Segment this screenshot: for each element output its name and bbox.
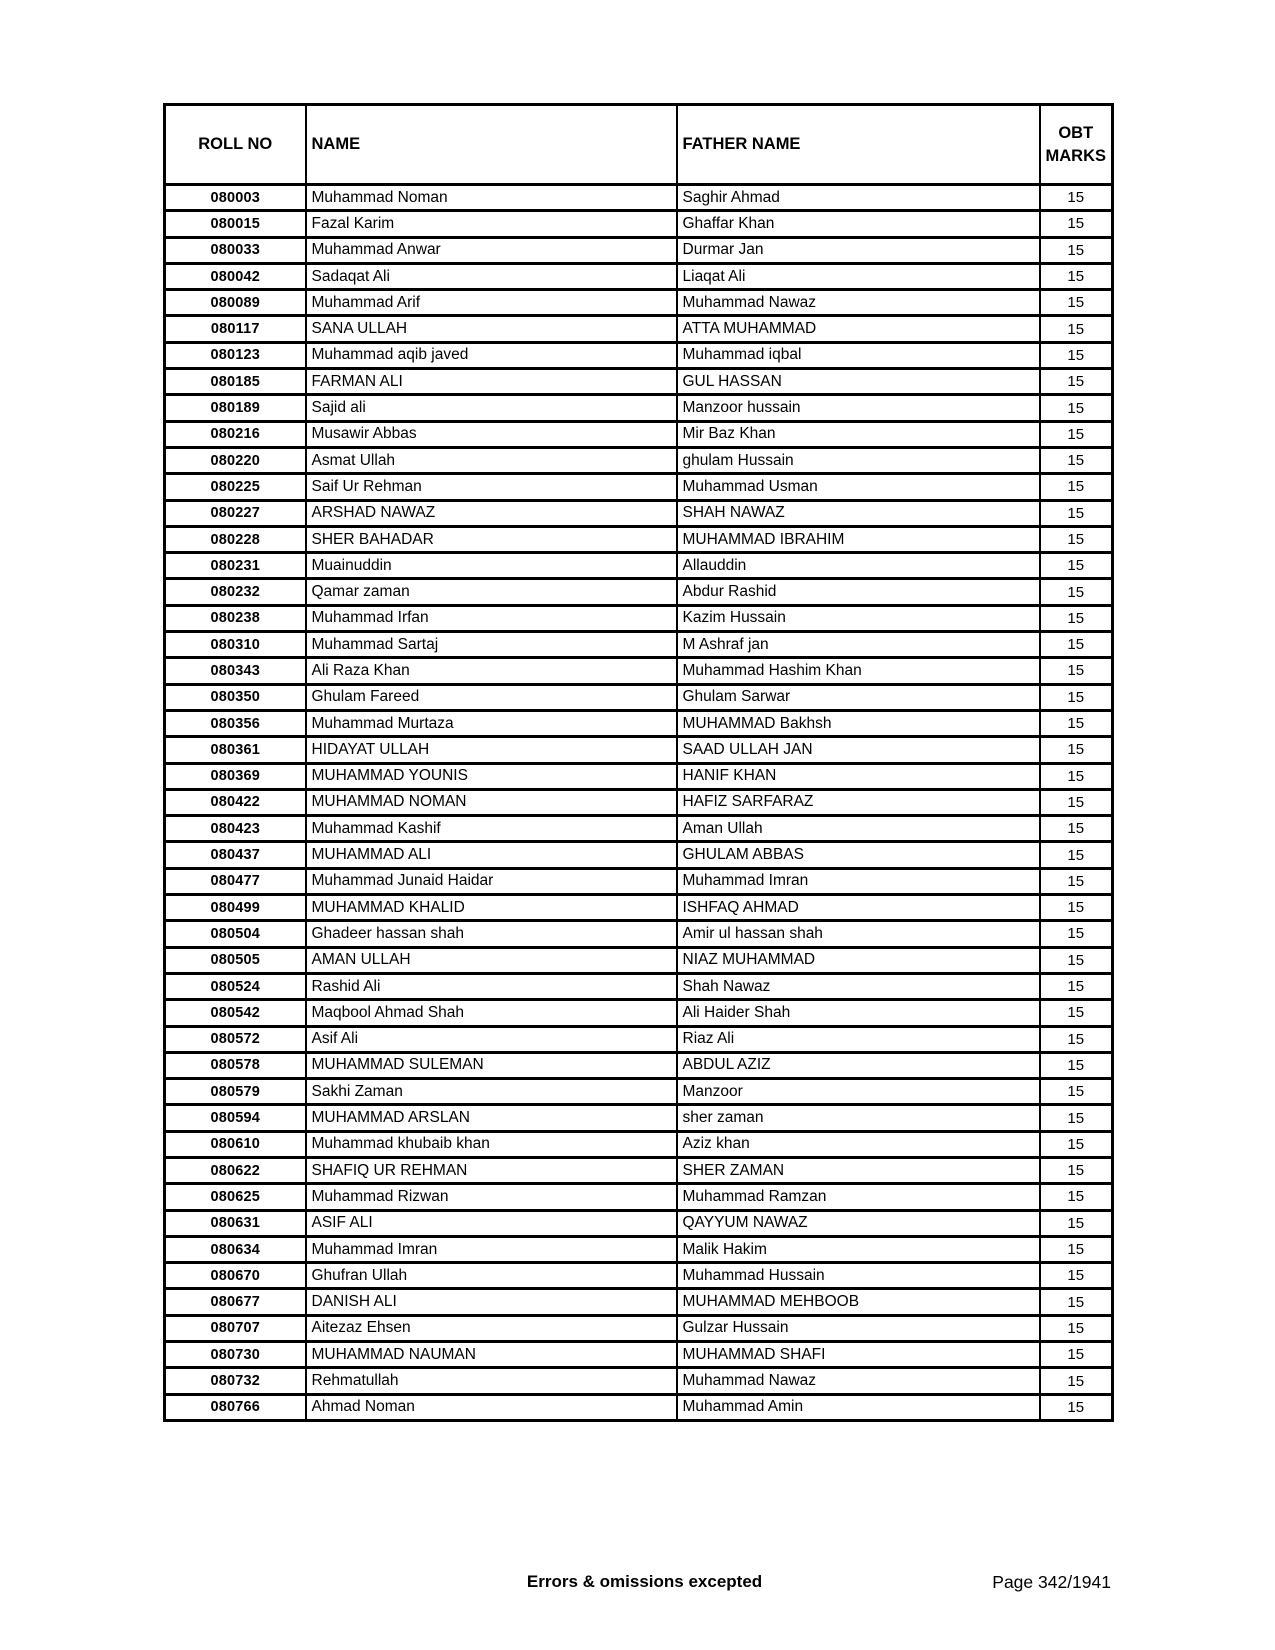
father-cell: Muhammad Imran <box>677 868 1040 894</box>
father-cell: Muhammad Usman <box>677 474 1040 500</box>
table-row <box>165 842 1113 868</box>
marks-cell: 15 <box>1040 421 1113 447</box>
table-row <box>165 447 1113 473</box>
father-cell: Saghir Ahmad <box>677 185 1040 211</box>
column-header-roll-no: ROLL NO <box>165 105 306 185</box>
father-cell: Aman Ullah <box>677 816 1040 842</box>
marks-cell: 15 <box>1040 1157 1113 1183</box>
marks-cell: 15 <box>1040 1263 1113 1289</box>
marks-cell: 15 <box>1040 211 1113 237</box>
father-cell: Malik Hakim <box>677 1236 1040 1262</box>
table-body <box>165 185 1113 1421</box>
father-cell: Muhammad Hashim Khan <box>677 658 1040 684</box>
footer-note: Errors & omissions excepted <box>526 1572 763 1591</box>
father-cell: Muhammad Ramzan <box>677 1184 1040 1210</box>
table-row <box>165 1079 1113 1105</box>
father-cell: ghulam Hussain <box>677 447 1040 473</box>
name-cell: SHER BAHADAR <box>306 526 677 552</box>
name-cell: MUHAMMAD KHALID <box>306 895 677 921</box>
marks-cell: 15 <box>1040 1210 1113 1236</box>
roll-cell: 080732 <box>165 1368 306 1394</box>
table-row <box>165 1236 1113 1262</box>
father-cell: Ghaffar Khan <box>677 211 1040 237</box>
father-cell: Muhammad Hussain <box>677 1263 1040 1289</box>
name-cell: MUHAMMAD NOMAN <box>306 789 677 815</box>
father-cell: Gulzar Hussain <box>677 1315 1040 1341</box>
marks-cell: 15 <box>1040 684 1113 710</box>
roll-cell: 080356 <box>165 710 306 736</box>
father-cell: MUHAMMAD SHAFI <box>677 1342 1040 1368</box>
name-cell: Muhammad Imran <box>306 1236 677 1262</box>
name-cell: Fazal Karim <box>306 211 677 237</box>
header-row <box>165 105 1113 185</box>
table-row <box>165 868 1113 894</box>
marks-cell: 15 <box>1040 973 1113 999</box>
father-cell: Muhammad Amin <box>677 1394 1040 1420</box>
father-cell: SHAH NAWAZ <box>677 500 1040 526</box>
name-cell: Muhammad Irfan <box>306 605 677 631</box>
father-cell: Liaqat Ali <box>677 263 1040 289</box>
name-cell: MUHAMMAD YOUNIS <box>306 763 677 789</box>
name-cell: Rashid Ali <box>306 973 677 999</box>
roll-cell: 080730 <box>165 1342 306 1368</box>
roll-cell: 080766 <box>165 1394 306 1420</box>
marks-cell: 15 <box>1040 579 1113 605</box>
table-row <box>165 211 1113 237</box>
table-row <box>165 895 1113 921</box>
name-cell: Muhammad khubaib khan <box>306 1131 677 1157</box>
roll-cell: 080231 <box>165 553 306 579</box>
name-cell: Sakhi Zaman <box>306 1079 677 1105</box>
table-row <box>165 1131 1113 1157</box>
table-row <box>165 947 1113 973</box>
column-header-father-name: FATHER NAME <box>677 105 1040 185</box>
father-cell: sher zaman <box>677 1105 1040 1131</box>
table-row <box>165 185 1113 211</box>
father-cell: Durmar Jan <box>677 237 1040 263</box>
name-cell: Ali Raza Khan <box>306 658 677 684</box>
table-row <box>165 763 1113 789</box>
roll-cell: 080089 <box>165 290 306 316</box>
name-cell: Asif Ali <box>306 1026 677 1052</box>
marks-cell: 15 <box>1040 1236 1113 1262</box>
roll-cell: 080578 <box>165 1052 306 1078</box>
roll-cell: 080227 <box>165 500 306 526</box>
obt-marks-line2: MARKS <box>1045 146 1106 165</box>
father-cell: Allauddin <box>677 553 1040 579</box>
father-cell: Riaz Ali <box>677 1026 1040 1052</box>
name-cell: Muhammad Anwar <box>306 237 677 263</box>
name-cell: Sajid ali <box>306 395 677 421</box>
name-cell: HIDAYAT ULLAH <box>306 737 677 763</box>
name-cell: Ghulam Fareed <box>306 684 677 710</box>
father-cell: MUHAMMAD Bakhsh <box>677 710 1040 736</box>
name-cell: ARSHAD NAWAZ <box>306 500 677 526</box>
table-row <box>165 500 1113 526</box>
table-row <box>165 553 1113 579</box>
name-cell: Ghufran Ullah <box>306 1263 677 1289</box>
marks-cell: 15 <box>1040 1052 1113 1078</box>
table-row <box>165 789 1113 815</box>
name-cell: Muhammad Kashif <box>306 816 677 842</box>
roll-cell: 080670 <box>165 1263 306 1289</box>
table-row <box>165 579 1113 605</box>
table-row <box>165 316 1113 342</box>
father-cell: Manzoor <box>677 1079 1040 1105</box>
marks-cell: 15 <box>1040 1315 1113 1341</box>
roll-cell: 080189 <box>165 395 306 421</box>
marks-table <box>163 103 1114 1422</box>
roll-cell: 080228 <box>165 526 306 552</box>
table-row <box>165 526 1113 552</box>
roll-cell: 080232 <box>165 579 306 605</box>
roll-cell: 080369 <box>165 763 306 789</box>
roll-cell: 080625 <box>165 1184 306 1210</box>
marks-cell: 15 <box>1040 185 1113 211</box>
marks-cell: 15 <box>1040 1131 1113 1157</box>
table-row <box>165 605 1113 631</box>
marks-cell: 15 <box>1040 1105 1113 1131</box>
father-cell: Shah Nawaz <box>677 973 1040 999</box>
marks-cell: 15 <box>1040 737 1113 763</box>
table-header <box>165 105 1113 185</box>
table-row <box>165 395 1113 421</box>
father-cell: Kazim Hussain <box>677 605 1040 631</box>
name-cell: Qamar zaman <box>306 579 677 605</box>
table-row <box>165 921 1113 947</box>
name-cell: SANA ULLAH <box>306 316 677 342</box>
marks-cell: 15 <box>1040 474 1113 500</box>
father-cell: GUL HASSAN <box>677 369 1040 395</box>
roll-cell: 080572 <box>165 1026 306 1052</box>
marks-cell: 15 <box>1040 605 1113 631</box>
name-cell: Muhammad Murtaza <box>306 710 677 736</box>
name-cell: AMAN ULLAH <box>306 947 677 973</box>
table-row <box>165 1263 1113 1289</box>
marks-cell: 15 <box>1040 789 1113 815</box>
roll-cell: 080499 <box>165 895 306 921</box>
father-cell: Amir ul hassan shah <box>677 921 1040 947</box>
table-row <box>165 737 1113 763</box>
father-cell: Ghulam Sarwar <box>677 684 1040 710</box>
marks-cell: 15 <box>1040 1342 1113 1368</box>
father-cell: GHULAM ABBAS <box>677 842 1040 868</box>
roll-cell: 080350 <box>165 684 306 710</box>
father-cell: HANIF KHAN <box>677 763 1040 789</box>
table-row <box>165 1315 1113 1341</box>
roll-cell: 080117 <box>165 316 306 342</box>
name-cell: ASIF ALI <box>306 1210 677 1236</box>
table-row <box>165 1000 1113 1026</box>
father-cell: MUHAMMAD MEHBOOB <box>677 1289 1040 1315</box>
father-cell: Abdur Rashid <box>677 579 1040 605</box>
table-row <box>165 1184 1113 1210</box>
marks-cell: 15 <box>1040 553 1113 579</box>
marks-cell: 15 <box>1040 369 1113 395</box>
father-cell: MUHAMMAD IBRAHIM <box>677 526 1040 552</box>
name-cell: Muhammad Arif <box>306 290 677 316</box>
roll-cell: 080477 <box>165 868 306 894</box>
roll-cell: 080631 <box>165 1210 306 1236</box>
name-cell: Muhammad Junaid Haidar <box>306 868 677 894</box>
roll-cell: 080677 <box>165 1289 306 1315</box>
table-row <box>165 1394 1113 1420</box>
name-cell: Maqbool Ahmad Shah <box>306 1000 677 1026</box>
table-row <box>165 474 1113 500</box>
roll-cell: 080542 <box>165 1000 306 1026</box>
table-row <box>165 816 1113 842</box>
table-row <box>165 1026 1113 1052</box>
roll-cell: 080422 <box>165 789 306 815</box>
name-cell: Saif Ur Rehman <box>306 474 677 500</box>
table-row <box>165 263 1113 289</box>
father-cell: Ali Haider Shah <box>677 1000 1040 1026</box>
roll-cell: 080123 <box>165 342 306 368</box>
table-row <box>165 237 1113 263</box>
roll-cell: 080423 <box>165 816 306 842</box>
father-cell: M Ashraf jan <box>677 632 1040 658</box>
marks-cell: 15 <box>1040 763 1113 789</box>
name-cell: MUHAMMAD ALI <box>306 842 677 868</box>
table-row <box>165 684 1113 710</box>
table-row <box>165 1105 1113 1131</box>
marks-cell: 15 <box>1040 237 1113 263</box>
roll-cell: 080594 <box>165 1105 306 1131</box>
marks-cell: 15 <box>1040 842 1113 868</box>
name-cell: Muhammad Rizwan <box>306 1184 677 1210</box>
marks-cell: 15 <box>1040 1289 1113 1315</box>
marks-cell: 15 <box>1040 1184 1113 1210</box>
father-cell: ATTA MUHAMMAD <box>677 316 1040 342</box>
marks-cell: 15 <box>1040 921 1113 947</box>
roll-cell: 080033 <box>165 237 306 263</box>
roll-cell: 080015 <box>165 211 306 237</box>
name-cell: Muhammad Sartaj <box>306 632 677 658</box>
name-cell: Ahmad Noman <box>306 1394 677 1420</box>
name-cell: MUHAMMAD ARSLAN <box>306 1105 677 1131</box>
marks-cell: 15 <box>1040 1368 1113 1394</box>
name-cell: Muhammad Noman <box>306 185 677 211</box>
father-cell: Muhammad Nawaz <box>677 1368 1040 1394</box>
table-row <box>165 1210 1113 1236</box>
father-cell: QAYYUM NAWAZ <box>677 1210 1040 1236</box>
table-row <box>165 710 1113 736</box>
table-row <box>165 1052 1113 1078</box>
table-row <box>165 421 1113 447</box>
marks-cell: 15 <box>1040 658 1113 684</box>
table-row <box>165 290 1113 316</box>
marks-cell: 15 <box>1040 526 1113 552</box>
roll-cell: 080437 <box>165 842 306 868</box>
marks-cell: 15 <box>1040 868 1113 894</box>
table-row <box>165 658 1113 684</box>
father-cell: Mir Baz Khan <box>677 421 1040 447</box>
marks-cell: 15 <box>1040 947 1113 973</box>
roll-cell: 080504 <box>165 921 306 947</box>
marks-cell: 15 <box>1040 816 1113 842</box>
column-header-name: NAME <box>306 105 677 185</box>
roll-cell: 080505 <box>165 947 306 973</box>
father-cell: SAAD ULLAH JAN <box>677 737 1040 763</box>
roll-cell: 080216 <box>165 421 306 447</box>
father-cell: NIAZ MUHAMMAD <box>677 947 1040 973</box>
name-cell: MUHAMMAD NAUMAN <box>306 1342 677 1368</box>
roll-cell: 080003 <box>165 185 306 211</box>
table-row <box>165 1157 1113 1183</box>
father-cell: HAFIZ SARFARAZ <box>677 789 1040 815</box>
roll-cell: 080185 <box>165 369 306 395</box>
roll-cell: 080343 <box>165 658 306 684</box>
name-cell: Asmat Ullah <box>306 447 677 473</box>
marks-cell: 15 <box>1040 710 1113 736</box>
roll-cell: 080310 <box>165 632 306 658</box>
roll-cell: 080634 <box>165 1236 306 1262</box>
results-table <box>163 103 1111 1422</box>
father-cell: Aziz khan <box>677 1131 1040 1157</box>
table-row <box>165 1368 1113 1394</box>
marks-cell: 15 <box>1040 1394 1113 1420</box>
table-row <box>165 973 1113 999</box>
roll-cell: 080042 <box>165 263 306 289</box>
name-cell: MUHAMMAD SULEMAN <box>306 1052 677 1078</box>
name-cell: Aitezaz Ehsen <box>306 1315 677 1341</box>
name-cell: Muainuddin <box>306 553 677 579</box>
marks-cell: 15 <box>1040 263 1113 289</box>
table-row <box>165 632 1113 658</box>
marks-cell: 15 <box>1040 1079 1113 1105</box>
name-cell: Musawir Abbas <box>306 421 677 447</box>
father-cell: Muhammad Nawaz <box>677 290 1040 316</box>
name-cell: DANISH ALI <box>306 1289 677 1315</box>
name-cell: Sadaqat Ali <box>306 263 677 289</box>
marks-cell: 15 <box>1040 1026 1113 1052</box>
table-row <box>165 369 1113 395</box>
footer-page-number: Page 342/1941 <box>992 1572 1111 1592</box>
father-cell: ABDUL AZIZ <box>677 1052 1040 1078</box>
roll-cell: 080220 <box>165 447 306 473</box>
obt-marks-line1: OBT <box>1058 124 1094 143</box>
marks-cell: 15 <box>1040 447 1113 473</box>
name-cell: FARMAN ALI <box>306 369 677 395</box>
roll-cell: 080610 <box>165 1131 306 1157</box>
name-cell: Rehmatullah <box>306 1368 677 1394</box>
roll-cell: 080579 <box>165 1079 306 1105</box>
column-header-obt-marks <box>1040 105 1113 185</box>
father-cell: Muhammad iqbal <box>677 342 1040 368</box>
marks-cell: 15 <box>1040 342 1113 368</box>
roll-cell: 080707 <box>165 1315 306 1341</box>
roll-cell: 080238 <box>165 605 306 631</box>
marks-cell: 15 <box>1040 632 1113 658</box>
table-row <box>165 342 1113 368</box>
marks-cell: 15 <box>1040 1000 1113 1026</box>
name-cell: Muhammad aqib javed <box>306 342 677 368</box>
marks-cell: 15 <box>1040 395 1113 421</box>
name-cell: Ghadeer hassan shah <box>306 921 677 947</box>
marks-cell: 15 <box>1040 895 1113 921</box>
roll-cell: 080622 <box>165 1157 306 1183</box>
table-row <box>165 1342 1113 1368</box>
father-cell: ISHFAQ AHMAD <box>677 895 1040 921</box>
name-cell: SHAFIQ UR REHMAN <box>306 1157 677 1183</box>
marks-cell: 15 <box>1040 290 1113 316</box>
father-cell: SHER ZAMAN <box>677 1157 1040 1183</box>
father-cell: Manzoor hussain <box>677 395 1040 421</box>
roll-cell: 080361 <box>165 737 306 763</box>
roll-cell: 080225 <box>165 474 306 500</box>
marks-cell: 15 <box>1040 500 1113 526</box>
marks-cell: 15 <box>1040 316 1113 342</box>
roll-cell: 080524 <box>165 973 306 999</box>
table-row <box>165 1289 1113 1315</box>
